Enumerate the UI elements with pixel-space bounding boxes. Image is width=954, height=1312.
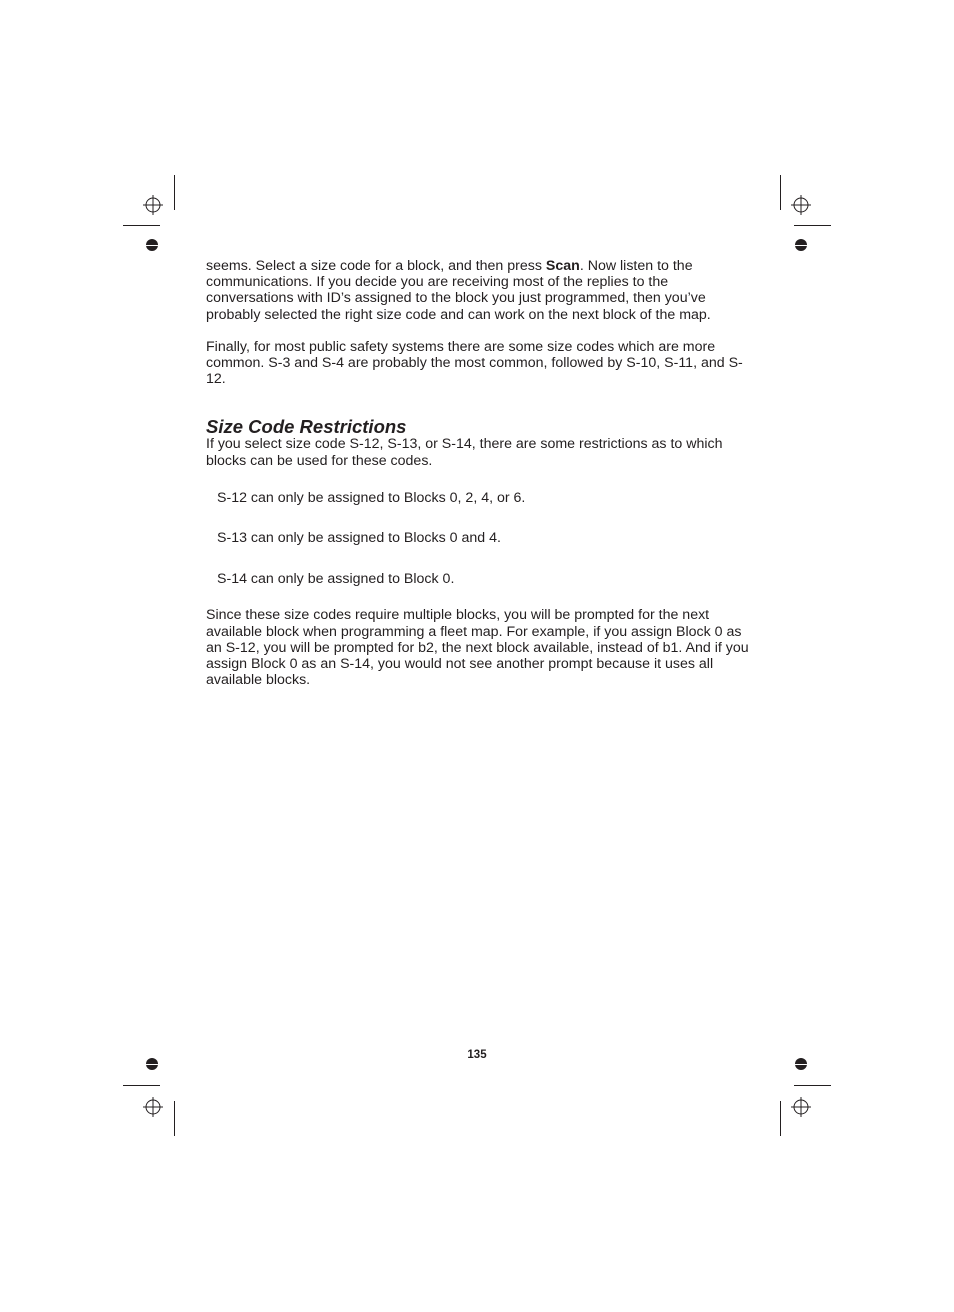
scan-key-label: Scan (545, 258, 580, 274)
restriction-item: S-12 can only be assigned to Blocks 0, 2, 4, or 6. (217, 489, 526, 506)
page-content (206, 258, 751, 688)
section-heading: Size Code Restrictions (206, 416, 407, 438)
paragraph-text: . Now listen to the communications. If you decide you are receiving most of the replies to the conversations with ID’s assigned to the block you just programmed, then you’ve probably selected the right size code and can work on the next block of the map. (206, 258, 711, 323)
registration-dot-icon (146, 239, 158, 251)
paragraph-multiple-blocks: Since these size codes require multiple blocks, you will be prompted for the next available block when programming a fleet map. For example, if you assign Block 0 as an S-12, you will be prompted for b2, the next block available, instead of b1. And if you assign Block 0 as an S-14, you would not see another prompt because it uses all available blocks. (206, 607, 749, 689)
registration-mark-icon (791, 195, 811, 215)
restriction-item: S-13 can only be assigned to Blocks 0 and 4. (217, 530, 501, 547)
registration-dot-icon (795, 239, 807, 251)
paragraph-text: seems. Select a size code for a block, and then press (206, 258, 546, 274)
paragraph-common-size-codes: Finally, for most public safety systems there are some size codes which are more common. S-3 and S-4 are probably the most common, followed by S-10, S-11, and S-12. (206, 338, 743, 388)
restriction-item: S-14 can only be assigned to Block 0. (217, 571, 455, 588)
page-number: 135 (467, 1049, 487, 1061)
registration-mark-icon (143, 195, 163, 215)
paragraph-restrictions-intro: If you select size code S-12, S-13, or S-14, there are some restrictions as to which blocks can be used for these codes. (206, 436, 723, 469)
registration-mark-icon (143, 1097, 163, 1117)
registration-mark-icon (791, 1097, 811, 1117)
paragraph-scan-instructions (206, 258, 751, 323)
